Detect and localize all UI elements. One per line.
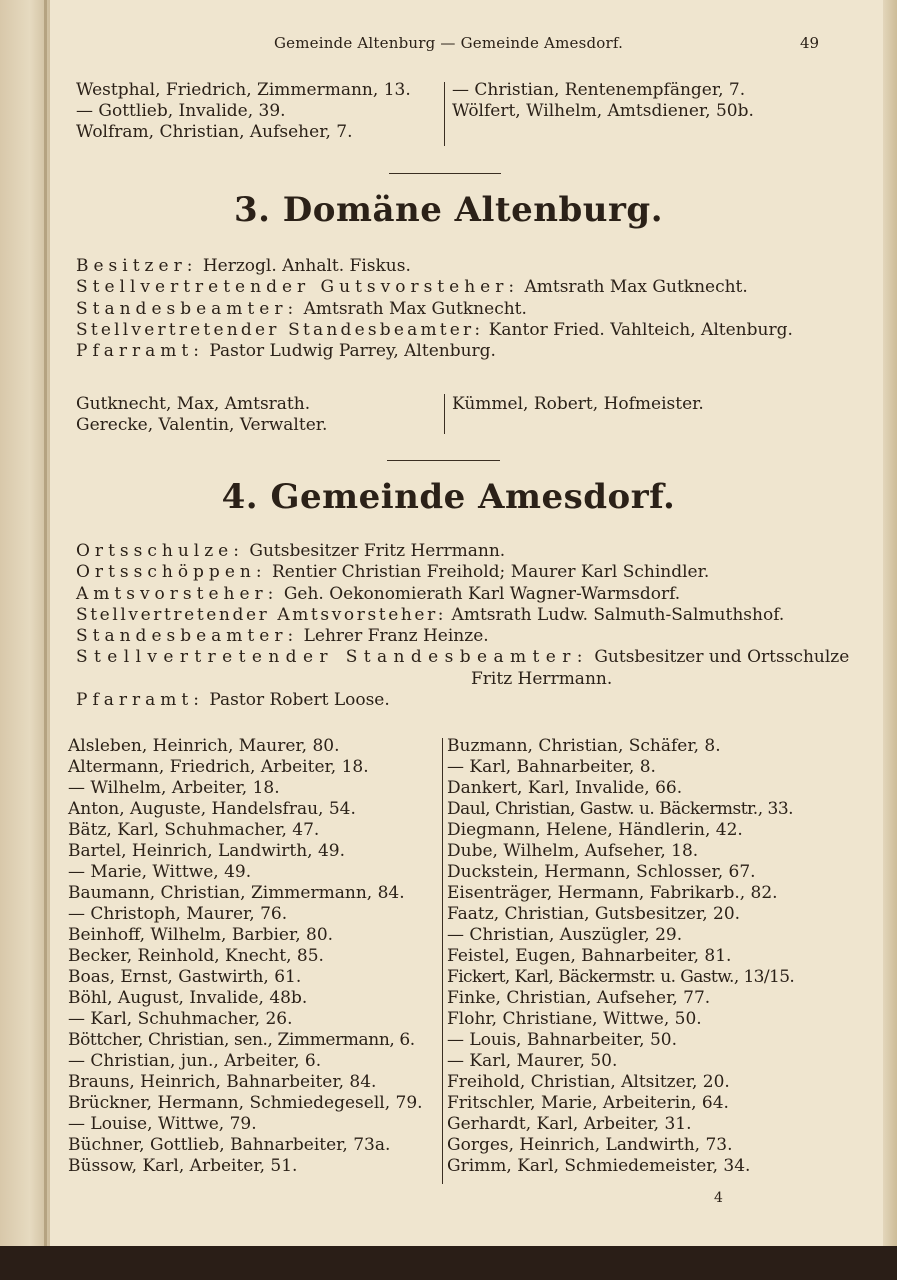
official-row [76, 562, 849, 583]
list-item: Dankert, Karl, Invalide, 66. [447, 778, 683, 798]
list-item: — Christoph, Maurer, 76. [68, 904, 288, 924]
section-divider [387, 460, 500, 461]
top-right-column [452, 80, 754, 122]
official-label: Stellvertretender Amtsvorsteher: [76, 604, 447, 625]
official-row [76, 647, 849, 668]
official-label: Ortsschöppen: [76, 562, 267, 583]
list-item: Grimm, Karl, Schmiedemeister, 34. [447, 1156, 751, 1176]
official-value: Amtsrath Max Gutknecht. [303, 298, 527, 319]
official-row [76, 541, 849, 562]
list-item: — Karl, Schuhmacher, 26. [68, 1009, 293, 1029]
list-item: Anton, Auguste, Handelsfrau, 54. [68, 799, 356, 819]
page-gutter [0, 0, 50, 1248]
list-item: Boas, Ernst, Gastwirth, 61. [68, 967, 302, 987]
list-item: Büssow, Karl, Arbeiter, 51. [68, 1156, 298, 1176]
list-item: — Gottlieb, Invalide, 39. [76, 101, 286, 121]
list-item: — Wilhelm, Arbeiter, 18. [68, 778, 280, 798]
official-label: Stellvertretender Gutsvorsteher: [76, 277, 520, 298]
list-item: Gutknecht, Max, Amtsrath. [76, 394, 311, 414]
background-edge [0, 1246, 897, 1280]
list-item: Fickert, Karl, Bäckermstr. u. Gastw., 13/15. [447, 967, 795, 987]
list-item: — Karl, Maurer, 50. [447, 1051, 618, 1071]
section-heading-gemeinde-amesdorf: 4. Gemeinde Amesdorf. [221, 477, 676, 517]
official-label: Pfarramt: [76, 341, 204, 362]
official-row-continuation [76, 669, 849, 690]
list-item: Feistel, Eugen, Bahnarbeiter, 81. [447, 946, 732, 966]
official-row [76, 605, 849, 626]
list-item: — Christian, Auszügler, 29. [447, 925, 683, 945]
list-item: — Louis, Bahnarbeiter, 50. [447, 1030, 678, 1050]
official-label: Pfarramt: [76, 690, 204, 711]
running-title: Gemeinde Altenburg — Gemeinde Amesdorf. [273, 34, 624, 52]
official-label: Ortsschulze: [76, 541, 244, 561]
list-item: Flohr, Christiane, Wittwe, 50. [447, 1009, 702, 1029]
list-item: Beinhoff, Wilhelm, Barbier, 80. [68, 925, 334, 945]
official-label: Standesbeamter: [76, 298, 299, 319]
list-item: Brückner, Hermann, Schmiedegesell, 79. [68, 1093, 423, 1113]
official-label: Stellvertretender Standesbeamter: [76, 319, 484, 340]
official-label: Standesbeamter: [76, 626, 299, 647]
list-item: Bartel, Heinrich, Landwirth, 49. [68, 841, 345, 861]
list-item: Eisenträger, Hermann, Fabrikarb., 82. [447, 883, 778, 903]
list-item: Diegmann, Helene, Händlerin, 42. [447, 820, 743, 840]
top-left-column [76, 80, 411, 143]
official-row [76, 277, 793, 298]
list-item: Becker, Reinhold, Knecht, 85. [68, 946, 324, 966]
officials-block [76, 256, 793, 362]
official-value: Lehrer Franz Heinze. [303, 626, 489, 647]
official-value: Kantor Fried. Vahlteich, Altenburg. [488, 319, 793, 340]
list-item: Böhl, August, Invalide, 48b. [68, 988, 308, 1008]
official-row [76, 299, 793, 320]
official-row [76, 690, 849, 711]
list-item: Wolfram, Christian, Aufseher, 7. [76, 122, 353, 142]
residents-left-column [68, 736, 423, 1177]
list-item: Dube, Wilhelm, Aufseher, 18. [447, 841, 699, 861]
list-item: Gorges, Heinrich, Landwirth, 73. [447, 1135, 733, 1155]
officials-block [76, 541, 849, 711]
section-heading-domaene-altenburg: 3. Domäne Altenburg. [233, 190, 664, 230]
list-item: Gerhardt, Karl, Arbeiter, 31. [447, 1114, 692, 1134]
official-value: Pastor Robert Loose. [209, 690, 390, 711]
official-row [76, 626, 849, 647]
list-item: Finke, Christian, Aufseher, 77. [447, 988, 711, 1008]
official-value: Pastor Ludwig Parrey, Altenburg. [209, 341, 496, 362]
section-divider [389, 173, 501, 174]
list-item: Fritschler, Marie, Arbeiterin, 64. [447, 1093, 729, 1113]
list-item: Duckstein, Hermann, Schlosser, 67. [447, 862, 756, 882]
list-item: Buzmann, Christian, Schäfer, 8. [447, 736, 721, 756]
list-item: — Louise, Wittwe, 79. [68, 1114, 257, 1134]
official-row [76, 584, 849, 605]
official-row [76, 341, 793, 362]
page-edge [883, 0, 897, 1248]
list-item: Wölfert, Wilhelm, Amtsdiener, 50b. [452, 101, 754, 121]
gutter-fold [44, 0, 47, 1248]
section3-left-column [76, 394, 327, 436]
official-value: Herzogl. Anhalt. Fiskus. [202, 256, 411, 276]
list-item: Kümmel, Robert, Hofmeister. [452, 394, 704, 414]
official-value: Fritz Herrmann. [471, 668, 613, 689]
list-item: Büchner, Gottlieb, Bahnarbeiter, 73a. [68, 1135, 391, 1155]
official-value: Gutsbesitzer und Ortsschulze [594, 647, 850, 668]
list-item: Gerecke, Valentin, Verwalter. [76, 415, 328, 435]
page-number: 49 [800, 34, 820, 52]
signature-mark: 4 [714, 1190, 723, 1206]
list-item: Alsleben, Heinrich, Maurer, 80. [68, 736, 340, 756]
list-item: Faatz, Christian, Gutsbesitzer, 20. [447, 904, 741, 924]
official-label: Stellvertretender Standesbeamter: [76, 647, 589, 668]
list-item: — Christian, jun., Arbeiter, 6. [68, 1051, 322, 1071]
list-item: Baumann, Christian, Zimmermann, 84. [68, 883, 405, 903]
official-label: Amtsvorsteher: [76, 583, 279, 604]
official-value: Amtsrath Max Gutknecht. [524, 277, 748, 298]
list-item: — Marie, Wittwe, 49. [68, 862, 252, 882]
list-item: Altermann, Friedrich, Arbeiter, 18. [68, 757, 369, 777]
official-value: Geh. Oekonomierath Karl Wagner-Warmsdorf. [283, 583, 681, 604]
residents-right-column [447, 736, 794, 1177]
list-item: Böttcher, Christian, sen., Zimmermann, 6. [68, 1030, 415, 1050]
list-item: Westphal, Friedrich, Zimmermann, 13. [76, 80, 411, 100]
list-item: Brauns, Heinrich, Bahnarbeiter, 84. [68, 1072, 377, 1092]
official-row [76, 256, 793, 277]
list-item: — Christian, Rentenempfänger, 7. [452, 80, 746, 100]
official-label: Besitzer: [76, 256, 198, 276]
list-item: Freihold, Christian, Altsitzer, 20. [447, 1072, 730, 1092]
section3-right-column [452, 394, 704, 415]
list-item: — Karl, Bahnarbeiter, 8. [447, 757, 656, 777]
list-item: Daul, Christian, Gastw. u. Bäckermstr., 33. [447, 799, 794, 819]
official-value: Amtsrath Ludw. Salmuth-Salmuthshof. [451, 604, 785, 625]
column-divider [444, 82, 445, 146]
column-divider [442, 738, 443, 1184]
list-item: Bätz, Karl, Schuhmacher, 47. [68, 820, 320, 840]
official-row [76, 320, 793, 341]
official-value: Gutsbesitzer Fritz Herrmann. [249, 541, 506, 561]
official-value: Rentier Christian Freihold; Maurer Karl Schindler. [271, 562, 710, 583]
column-divider [444, 394, 445, 434]
